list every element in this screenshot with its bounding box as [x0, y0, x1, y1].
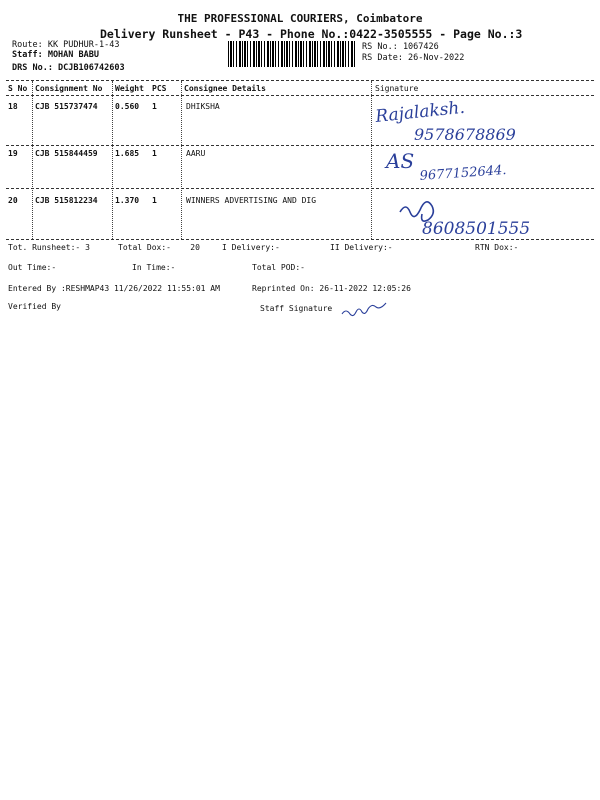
runsheet-title: Delivery Runsheet - P43 - Phone No.:0422-3505555 - Page No.:3 — [100, 27, 523, 41]
signature-name: AS — [386, 149, 415, 173]
in-time: In Time:- — [132, 263, 176, 272]
out-time: Out Time:- — [8, 263, 57, 272]
staff: Staff: MOHAN BABU — [12, 50, 99, 60]
rtn-dox: RTN Dox:- — [475, 243, 519, 252]
signature-handwriting — [380, 190, 594, 240]
row-pcs: 1 — [152, 102, 157, 111]
entered-by: Entered By :RESHMAP43 11/26/2022 11:55:01 AM — [8, 284, 220, 293]
row-sno: 19 — [8, 149, 18, 158]
divider — [6, 239, 594, 240]
row-consignment: CJB 515737474 — [35, 102, 98, 111]
total-runsheet: Tot. Runsheet:- 3 — [8, 243, 90, 252]
signature-phone: 9677152644. — [419, 162, 507, 184]
row-consignment: CJB 515844459 — [35, 149, 98, 158]
row-consignee: DHIKSHA — [186, 102, 220, 111]
verified-by: Verified By — [8, 302, 61, 311]
signature-handwriting — [372, 97, 594, 148]
column-divider — [32, 81, 33, 239]
row-weight: 0.560 — [115, 102, 140, 111]
divider — [6, 95, 594, 96]
staff-signature-scribble — [338, 296, 398, 320]
row-sno: 20 — [8, 196, 18, 205]
company-title: THE PROFESSIONAL COURIERS, Coimbatore — [177, 12, 423, 25]
column-header: Consignee Details — [184, 84, 266, 93]
column-divider — [112, 81, 113, 239]
reprinted-on: Reprinted On: 26-11-2022 12:05:26 — [252, 284, 411, 293]
rs-number: RS No.: 1067426 — [362, 42, 439, 52]
divider — [6, 188, 594, 189]
column-header: PCS — [152, 84, 167, 93]
total-pod: Total POD:- — [252, 263, 305, 272]
row-consignee: AARU — [186, 149, 206, 158]
column-header: S No — [8, 84, 28, 93]
row-consignee: WINNERS ADVERTISING AND DIG — [186, 196, 317, 205]
row-sno: 18 — [8, 102, 18, 111]
row-pcs: 1 — [152, 149, 157, 158]
ii-delivery: II Delivery:- — [330, 243, 393, 252]
signature-handwriting — [380, 146, 594, 188]
i-delivery: I Delivery:- — [222, 243, 280, 252]
route: Route: KK PUDHUR-1-43 — [12, 40, 120, 50]
divider — [6, 80, 594, 81]
drs-number: DRS No.: DCJB106742603 — [12, 63, 125, 73]
row-weight: 1.685 — [115, 149, 140, 158]
row-consignment: CJB 515812234 — [35, 196, 98, 205]
column-header: Consignment No — [35, 84, 103, 93]
signature-phone: 9578678869 — [414, 125, 516, 144]
signature-phone: 8608501555 — [422, 219, 531, 239]
row-pcs: 1 — [152, 196, 157, 205]
column-header: Signature — [375, 84, 419, 93]
row-weight: 1.370 — [115, 196, 140, 205]
signature-name: Rajalaksh. — [374, 97, 466, 127]
staff-signature-label: Staff Signature — [260, 304, 333, 313]
barcode — [228, 41, 356, 67]
total-dox: Total Dox:- 20 — [118, 243, 200, 252]
rs-date: RS Date: 26-Nov-2022 — [362, 53, 465, 63]
column-header: Weight — [115, 84, 144, 93]
column-divider — [181, 81, 182, 239]
